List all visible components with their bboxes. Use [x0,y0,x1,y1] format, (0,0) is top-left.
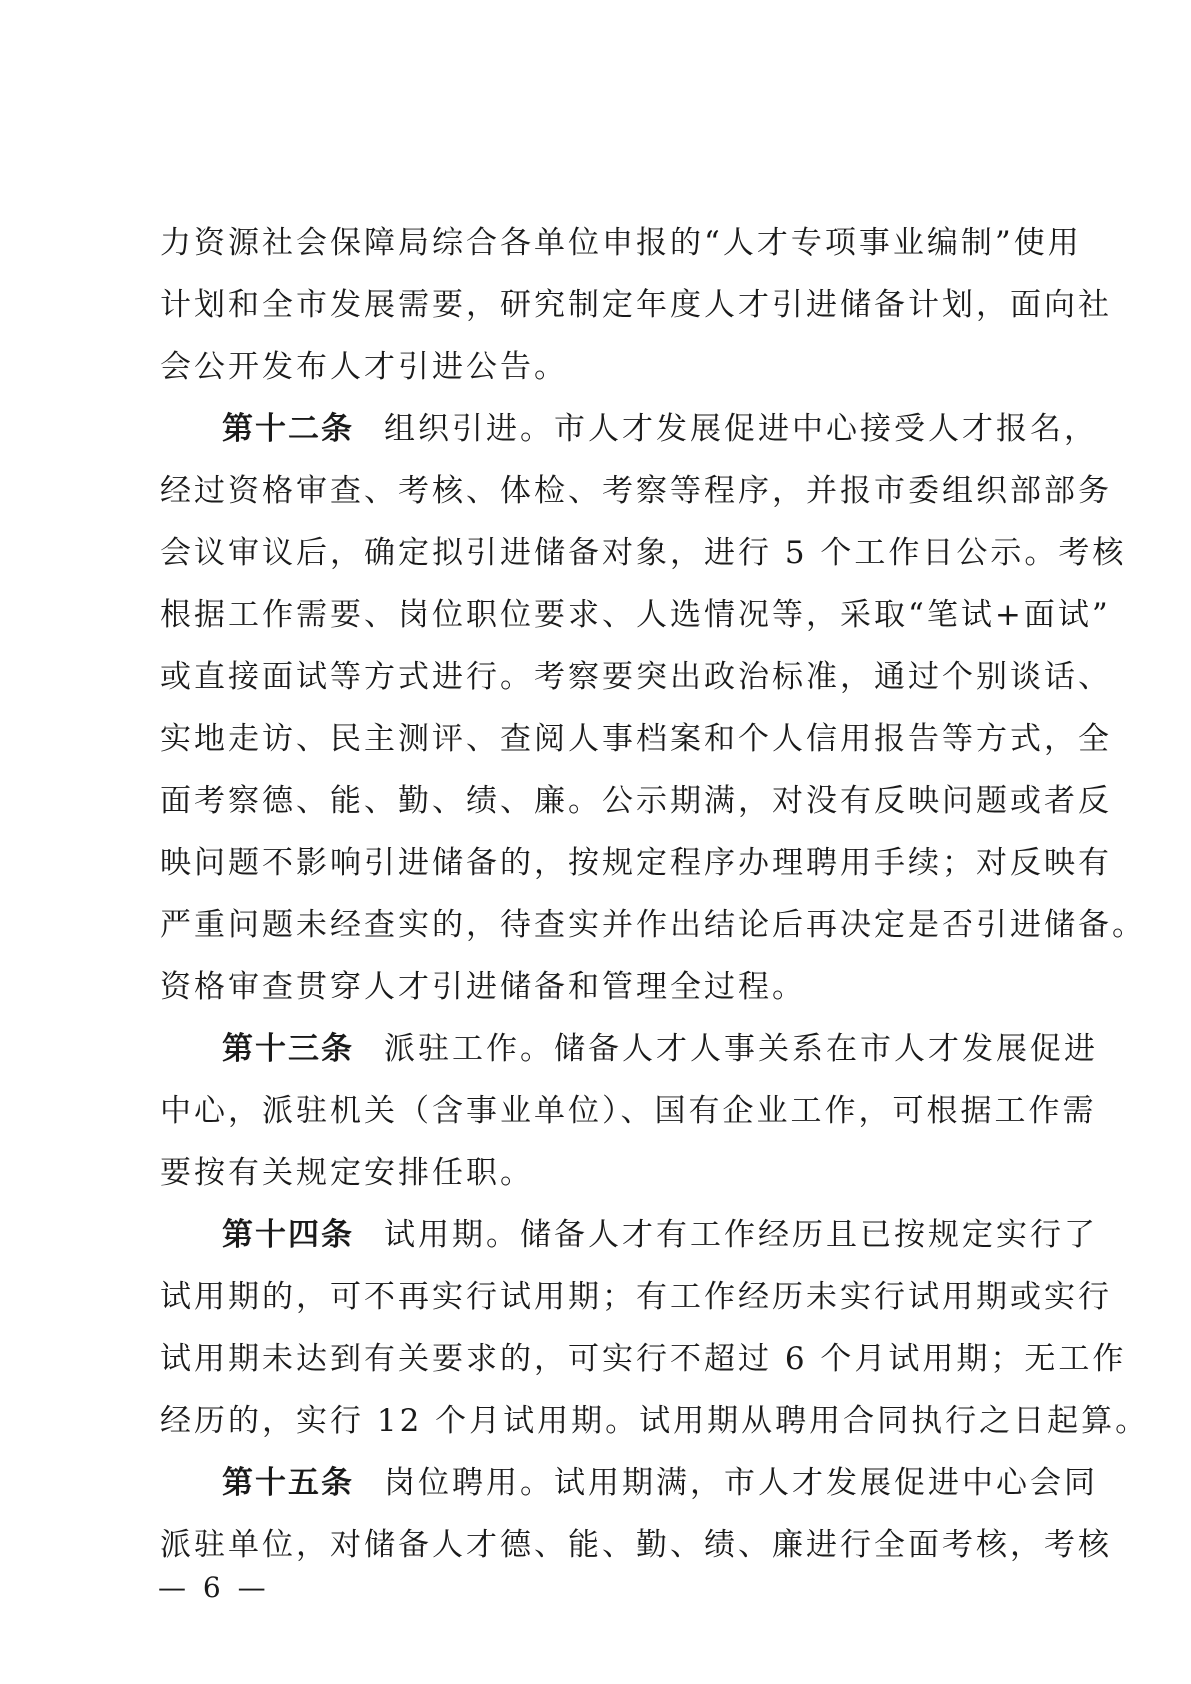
line-text: 经历的，实行 12 个月试用期。试用期从聘用合同执行之日起算。 [160,1403,1150,1439]
article-number: 第十五条 [222,1465,354,1501]
line-text: 组织引进。市人才发展促进中心接受人才报名， [384,411,1098,447]
line-text: 岗位聘用。试用期满，市人才发展促进中心会同 [384,1465,1098,1501]
line-text: 经过资格审查、考核、体检、考察等程序，并报市委组织部部务 [160,473,1112,509]
text-line [160,1018,1098,1080]
line-text: 或直接面试等方式进行。考察要突出政治标准，通过个别谈话、 [160,659,1112,695]
page-number: — 6 — [158,1571,270,1604]
text-line [160,398,1098,460]
text-line [160,460,1112,522]
text-line [160,1514,1112,1576]
document-body [160,212,1150,1576]
text-line [160,832,1112,894]
line-text: 派驻单位，对储备人才德、能、勤、绩、廉进行全面考核，考核 [160,1527,1112,1563]
line-text: 面考察德、能、勤、绩、廉。公示期满，对没有反映问题或者反 [160,783,1112,819]
text-line [160,1390,1150,1452]
line-text: 试用期未达到有关要求的，可实行不超过 6 个月试用期；无工作 [160,1341,1127,1377]
line-text: 力资源社会保障局综合各单位申报的“人才专项事业编制”使用 [160,225,1082,261]
line-text: 会议审议后，确定拟引进储备对象，进行 5 个工作日公示。考核 [160,535,1127,571]
line-text: 严重问题未经查实的，待查实并作出结论后再决定是否引进储备。 [160,907,1146,943]
text-line [160,770,1112,832]
line-text: 试用期的，可不再实行试用期；有工作经历未实行试用期或实行 [160,1279,1112,1315]
text-line [160,1142,1045,1204]
text-line [160,584,1111,646]
line-text: 试用期。储备人才有工作经历且已按规定实行了 [384,1217,1098,1253]
article-number: 第十二条 [222,411,354,447]
line-text: 计划和全市发展需要，研究制定年度人才引进储备计划，面向社 [160,287,1112,323]
line-text: 会公开发布人才引进公告。 [160,349,568,385]
text-line [160,708,1112,770]
text-line [160,1080,1097,1142]
text-line [160,1204,1098,1266]
line-text: 中心，派驻机关（含事业单位）、国有企业工作，可根据工作需 [160,1093,1097,1129]
line-text: 映问题不影响引进储备的，按规定程序办理聘用手续；对反映有 [160,845,1112,881]
line-text: 派驻工作。储备人才人事关系在市人才发展促进 [384,1031,1098,1067]
text-line [160,1452,1098,1514]
text-line [160,1328,1127,1390]
line-text: 实地走访、民主测评、查阅人事档案和个人信用报告等方式，全 [160,721,1112,757]
text-line [160,1266,1112,1328]
line-text: 根据工作需要、岗位职位要求、人选情况等，采取“笔试+面试” [160,597,1111,633]
text-line [160,336,1045,398]
article-number: 第十三条 [222,1031,354,1067]
text-line [160,522,1127,584]
text-line [160,894,1146,956]
line-text: 资格审查贯穿人才引进储备和管理全过程。 [160,969,806,1005]
text-line [160,212,1082,274]
text-line [160,274,1112,336]
text-line [160,646,1112,708]
line-text: 要按有关规定安排任职。 [160,1155,534,1191]
text-line [160,956,1045,1018]
article-number: 第十四条 [222,1217,354,1253]
